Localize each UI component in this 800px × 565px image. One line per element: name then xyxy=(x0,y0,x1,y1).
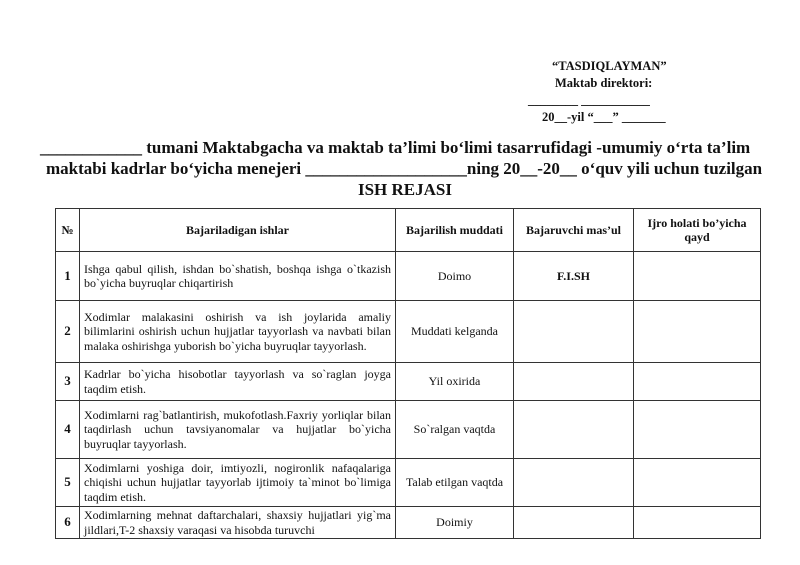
work-plan-table xyxy=(55,208,761,539)
row-work: Xodimlar malakasini oshirish va ish joylarida amaliy bilimlarini oshirish uchun hujjatlar tayyorlash va navbati bilan malaka oshirishga yuborish bo`yicha buyruqlar tayyorlash. xyxy=(80,301,396,363)
row-work: Xodimlarni rag`batlantirish, mukofotlash.Faxriy yorliqlar bilan taqdirlash uchun tavsiyanomalar va hujjatlar bo`yicha buyruqlar tayyorlash. xyxy=(80,401,396,459)
header-note: Ijro holati bo’yicha qayd xyxy=(634,209,761,252)
table-row xyxy=(56,363,761,401)
row-work: Xodimlarning mehnat daftarchalari, shaxsiy hujjatlari yig`ma jildlari,T-2 shaxsiy varaqasi va hisobda turuvchi xyxy=(80,507,396,539)
row-number: 2 xyxy=(56,301,80,363)
row-work: Kadrlar bo`yicha hisobotlar tayyorlash va so`raglan joyga taqdim etish. xyxy=(80,363,396,401)
row-note xyxy=(634,459,761,507)
table-row xyxy=(56,507,761,539)
row-number: 3 xyxy=(56,363,80,401)
signature-line: ________ ___________ xyxy=(528,93,650,107)
row-note xyxy=(634,252,761,301)
row-term: Talab etilgan vaqtda xyxy=(396,459,514,507)
approval-date: 20__-yil “___” _______ xyxy=(542,110,666,124)
approval-block xyxy=(520,58,720,126)
row-number: 6 xyxy=(56,507,80,539)
table-header-row xyxy=(56,209,761,252)
header-executor: Bajaruvchi mas’ul xyxy=(514,209,634,252)
row-executor xyxy=(514,301,634,363)
row-term: Muddati kelganda xyxy=(396,301,514,363)
row-note xyxy=(634,507,761,539)
approval-role: Maktab direktori: xyxy=(555,76,653,90)
row-number: 4 xyxy=(56,401,80,459)
row-term: Doimo xyxy=(396,252,514,301)
heading-line-2: maktabi kadrlar bo‘yicha menejeri ___________________ning 20__-20__ o‘quv yili uchun tuzilgan xyxy=(46,159,763,178)
heading-line-1: ____________ tumani Maktabgacha va maktab ta’limi bo‘limi tasarrufidagi -umumiy o‘rta ta’lim xyxy=(40,138,751,157)
document-heading xyxy=(40,137,770,200)
row-term: Yil oxirida xyxy=(396,363,514,401)
table-row xyxy=(56,252,761,301)
row-executor xyxy=(514,363,634,401)
document-title: ISH REJASI xyxy=(357,180,452,199)
header-term: Bajarilish muddati xyxy=(396,209,514,252)
row-work: Ishga qabul qilish, ishdan bo`shatish, boshqa ishga o`tkazish bo`yicha buyruqlar chiqartirish xyxy=(80,252,396,301)
approval-title: “TASDIQLAYMAN” xyxy=(552,59,667,73)
row-note xyxy=(634,301,761,363)
row-executor xyxy=(514,459,634,507)
table-row xyxy=(56,301,761,363)
row-term: So`ralgan vaqtda xyxy=(396,401,514,459)
table-row xyxy=(56,459,761,507)
row-executor xyxy=(514,401,634,459)
header-work: Bajariladigan ishlar xyxy=(80,209,396,252)
row-term: Doimiy xyxy=(396,507,514,539)
header-num: № xyxy=(56,209,80,252)
row-number: 1 xyxy=(56,252,80,301)
row-executor: F.I.SH xyxy=(514,252,634,301)
row-note xyxy=(634,401,761,459)
table-row xyxy=(56,401,761,459)
row-work: Xodimlarni yoshiga doir, imtiyozli, nogironlik nafaqalariga chiqishi uchun hujjatlar tayyorlab ijtimoiy ta`minot bo`limiga taqdim etish. xyxy=(80,459,396,507)
row-executor xyxy=(514,507,634,539)
row-note xyxy=(634,363,761,401)
row-number: 5 xyxy=(56,459,80,507)
